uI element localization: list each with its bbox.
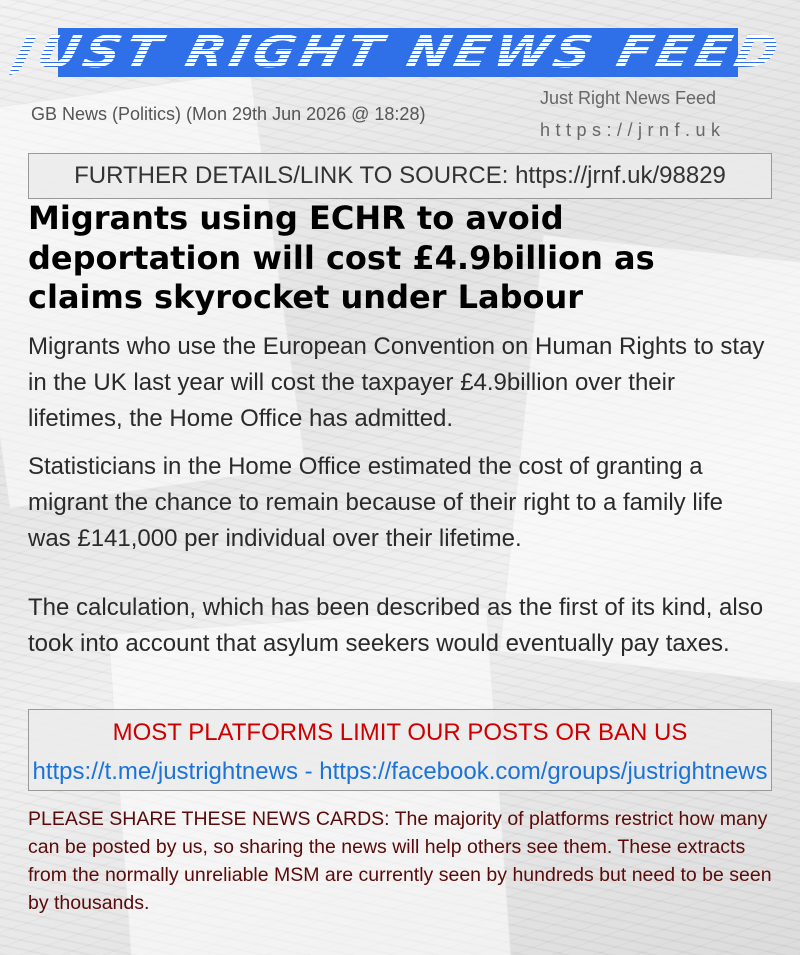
site-url[interactable]: https://jrnf.uk (540, 120, 726, 140)
source-link-text[interactable]: FURTHER DETAILS/LINK TO SOURCE: https://jrnf.uk/98829 (74, 162, 726, 189)
article-paragraph: The calculation, which has been described as the first of its kind, also took into account that asylum seekers would eventually pay taxes. (28, 594, 764, 657)
article-paragraph: Statisticians in the Home Office estimated the cost of granting a migrant the chance to remain because of their right to a family life was £141,000 per individual over their lifetime. (28, 453, 724, 552)
banner-title: JUST RIGHT NEWS FEED (8, 27, 788, 78)
site-name: Just Right News Feed (540, 88, 717, 108)
platform-warning-box (28, 709, 772, 791)
source-info: GB News (Politics) (Mon 29th Jun 2026 @ 18:28) (31, 104, 426, 124)
social-links[interactable]: https://t.me/justrightnews - https://facebook.com/groups/justrightnews (32, 758, 768, 785)
source-link-box[interactable] (28, 153, 772, 199)
site-banner (8, 27, 788, 78)
warning-title: MOST PLATFORMS LIMIT OUR POSTS OR BAN US (112, 719, 688, 746)
article-paragraph: Migrants who use the European Convention on Human Rights to stay in the UK last year will cost the taxpayer £4.9billion over their lifetimes, the Home Office has admitted. (28, 333, 765, 432)
article-headline: Migrants using ECHR to avoid deportation will cost £4.9billion as claims skyrocket under Labour (28, 199, 655, 316)
share-notice: PLEASE SHARE THESE NEWS CARDS: The majority of platforms restrict how many can be posted by us, so sharing the news will help others see them. These extracts from the normally unreliable MSM are currently seen by hundreds but need to be seen by thousands. (28, 808, 772, 914)
